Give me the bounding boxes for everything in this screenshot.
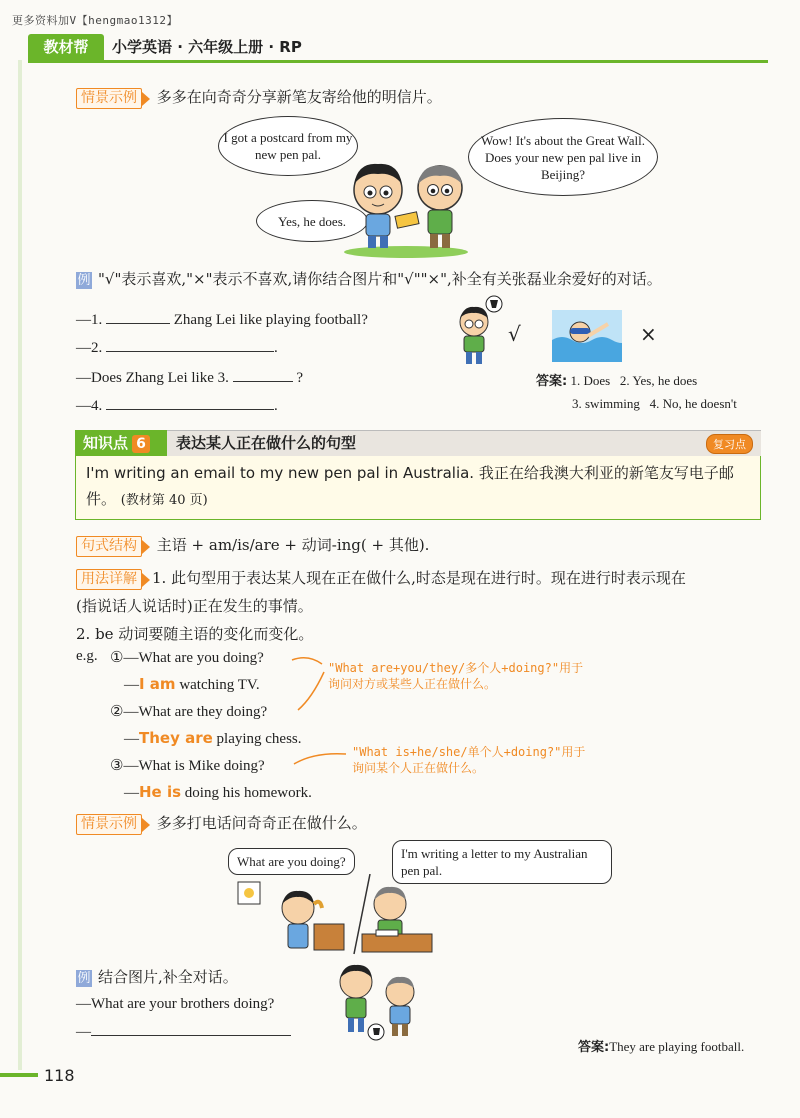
- usage-block: [76, 564, 766, 648]
- exercise1-line3: [76, 370, 303, 387]
- exercise1-line4: —4. .: [76, 398, 278, 414]
- page-number-bar: [0, 1073, 38, 1077]
- exercise1-answer: [536, 370, 697, 389]
- note-line: "What is+he/she/单个人+doing?"用于: [352, 745, 586, 759]
- book-title: 小学英语 · 六年级上册 · RP: [112, 38, 302, 56]
- note-arrow-icon: [290, 748, 350, 772]
- structure-text: 主语 + am/is/are + 动词-ing( + 其他).: [156, 536, 430, 554]
- example-a2: [124, 729, 302, 748]
- dash: —: [76, 1024, 91, 1040]
- exercise1-instruction: [76, 268, 776, 289]
- example-badge: 例: [77, 273, 91, 288]
- page-number: 118: [44, 1066, 75, 1085]
- answer-blank[interactable]: [91, 1035, 291, 1036]
- annotation-note-2: [352, 744, 585, 776]
- exercise2-instruction: [76, 966, 238, 987]
- answer-text: 1. Does 2. Yes, he does: [570, 373, 698, 388]
- highlight: They are: [139, 729, 213, 747]
- exercise1-line2: —2. .: [76, 340, 278, 356]
- review-badge: 复习点: [706, 434, 753, 454]
- line-number: —1.: [76, 312, 103, 328]
- scene2-line: [76, 812, 367, 835]
- structure-line: [76, 534, 429, 557]
- instruction-text: "√"表示喜欢,"×"表示不喜欢,请你结合图片和"√""×",补全有关张磊业余爱好的对话。: [98, 270, 662, 288]
- line-text: —Does Zhang Lei like 3.: [76, 370, 229, 386]
- brand-tab: 教材帮: [28, 34, 104, 60]
- example-q2: ②—What are they doing?: [110, 704, 268, 720]
- swimming-illustration: [552, 310, 622, 362]
- answer-label: 答案:: [536, 374, 568, 389]
- example-a1: [124, 675, 260, 694]
- line-text: Zhang Lei like playing football?: [173, 312, 368, 328]
- exercise1-line1: [76, 312, 368, 329]
- dash: —: [124, 677, 139, 693]
- scene1-text: 多多在向奇奇分享新笔友寄给他的明信片。: [156, 88, 442, 106]
- answer-rest: playing chess.: [212, 731, 302, 747]
- line-number: —4.: [76, 398, 103, 414]
- sentence-en: I'm writing an email to my new pen pal in Australia.: [86, 464, 475, 482]
- answer-label: 答案:: [578, 1040, 610, 1055]
- highlight: He is: [139, 783, 182, 801]
- exercise1-answer-2: 3. swimming 4. No, he doesn't: [572, 396, 737, 411]
- answer-blank[interactable]: [106, 323, 170, 324]
- knowledge-point-sentence: [86, 460, 754, 514]
- header-rule: [28, 60, 768, 63]
- dash: —: [124, 731, 139, 747]
- exercise2-answer-line: [76, 1024, 291, 1041]
- boy-football-illustration: [452, 294, 512, 368]
- usage-tag: 用法详解: [76, 569, 142, 590]
- dash: —: [124, 785, 139, 801]
- left-margin-rule: [18, 60, 22, 1070]
- kids-postcard-illustration: [336, 150, 476, 260]
- annotation-note-1: [328, 660, 583, 692]
- line-number: —2.: [76, 340, 103, 356]
- answer-rest: doing his homework.: [181, 785, 312, 801]
- speech-bubble: [468, 118, 658, 196]
- answer-blank[interactable]: [106, 409, 274, 410]
- structure-tag: 句式结构: [76, 536, 142, 557]
- note-line: 询问对方或某些人正在做什么。: [328, 677, 497, 691]
- source-ref: (教材第 40 页): [120, 493, 208, 508]
- scene1-line: [76, 86, 442, 109]
- brothers-football-illustration: [330, 962, 426, 1042]
- example-badge: 例: [77, 971, 91, 986]
- scene-tag: 情景示例: [76, 814, 142, 835]
- example-q1: ①—What are you doing?: [110, 650, 264, 666]
- knowledge-point-title: 表达某人正在做什么的句型: [176, 434, 357, 452]
- answer-blank[interactable]: [106, 351, 274, 352]
- example-q3: ③—What is Mike doing?: [110, 758, 265, 774]
- phone-call-illustration: [232, 874, 442, 956]
- kp-label: 知识点: [83, 434, 129, 452]
- exercise2-question: —What are your brothers doing?: [76, 996, 275, 1012]
- answer-rest: watching TV.: [175, 677, 260, 693]
- bubble-text: Yes, he does.: [277, 213, 346, 229]
- watermark: 更多资料加V【hengmao1312】: [12, 14, 178, 27]
- example-a3: [124, 783, 312, 802]
- bubble-text: Wow! It's about the Great Wall. Does your new pen pal live in Beijing?: [481, 132, 645, 182]
- exercise2-answer: [578, 1036, 744, 1055]
- knowledge-point-tab: [75, 430, 167, 456]
- line-text: ?: [296, 370, 304, 386]
- speech-bubble: What are you doing?: [228, 848, 355, 875]
- kp-number: 6: [132, 435, 150, 453]
- bubble-text: I got a postcard from my new pen pal.: [223, 130, 353, 162]
- highlight: I am: [139, 675, 176, 693]
- instruction-text: 结合图片,补全对话。: [98, 968, 238, 986]
- sentence-cn: 我正在给我澳大利亚的新笔友写电子邮件。: [86, 464, 734, 508]
- scene-tag: 情景示例: [76, 88, 142, 109]
- note-line: 询问某个人正在做什么。: [352, 761, 485, 775]
- speech-bubble: I'm writing a letter to my Australian pen pal.: [392, 840, 612, 884]
- scene2-text: 多多打电话问奇奇正在做什么。: [156, 814, 367, 832]
- usage-point2: 2. be 动词要随主语的变化而变化。: [76, 625, 314, 643]
- usage-point1-line1: 1. 此句型用于表达某人现在正在做什么,时态是现在进行时。现在进行时表示现在: [152, 569, 686, 587]
- note-line: "What are+you/they/多个人+doing?"用于: [328, 661, 584, 675]
- eg-label: e.g.: [76, 648, 98, 664]
- answer-text: They are playing football.: [609, 1039, 745, 1054]
- check-mark: √: [508, 322, 521, 346]
- answer-blank[interactable]: [233, 381, 293, 382]
- usage-point1-line2: (指说话人说话时)正在发生的事情。: [76, 597, 313, 615]
- cross-mark: ×: [640, 322, 657, 346]
